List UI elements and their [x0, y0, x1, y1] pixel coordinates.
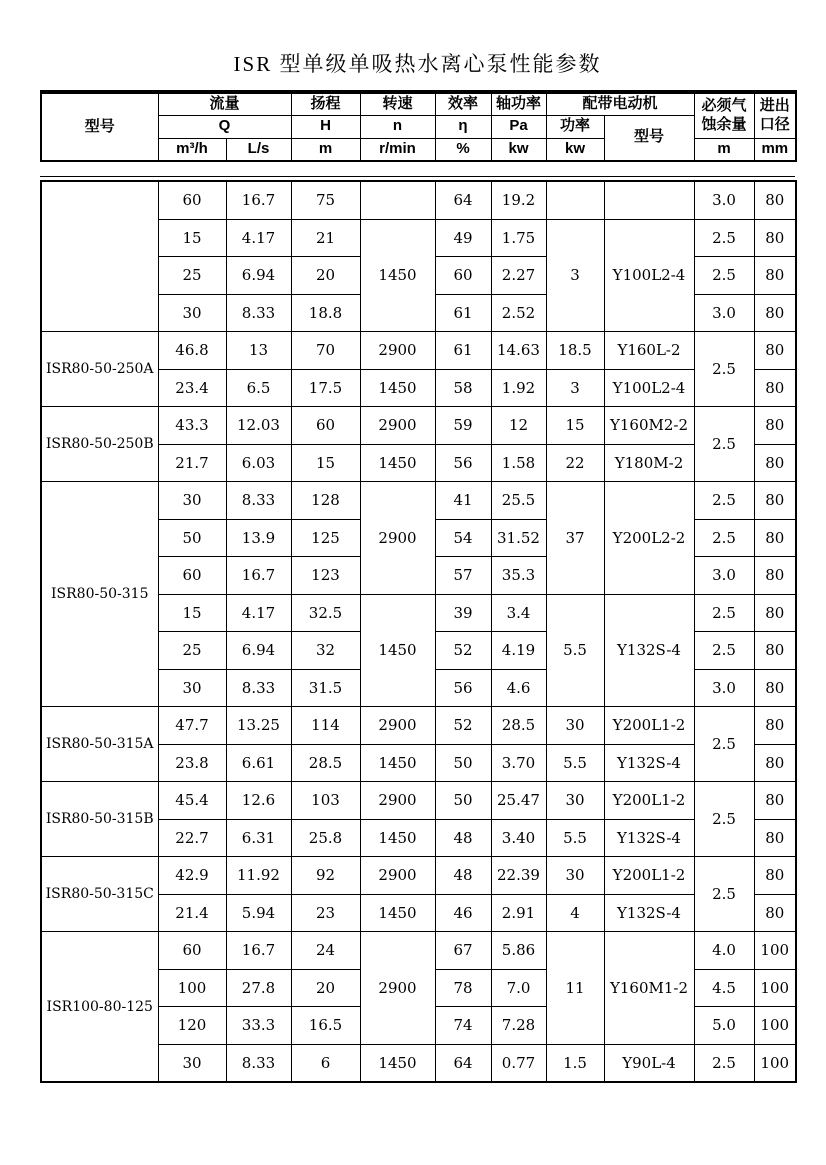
- value-cell: 60: [158, 181, 226, 219]
- value-cell: 30: [158, 482, 226, 520]
- value-cell: 80: [754, 632, 796, 670]
- value-cell: 41: [435, 482, 491, 520]
- value-cell: Y200L1-2: [604, 707, 694, 745]
- value-cell: 3.0: [694, 294, 754, 332]
- value-cell: 16.7: [226, 181, 291, 219]
- value-cell: Y100L2-4: [604, 219, 694, 332]
- value-cell: 49: [435, 219, 491, 257]
- table-body-block: [40, 176, 795, 1083]
- unit-npsh-m: m: [694, 138, 754, 161]
- unit-m: m: [291, 138, 360, 161]
- value-cell: 33.3: [226, 1007, 291, 1045]
- value-cell: 23.8: [158, 744, 226, 782]
- value-cell: 32: [291, 632, 360, 670]
- pump-model-cell: [41, 181, 158, 332]
- value-cell: 1450: [360, 444, 435, 482]
- value-cell: 15: [291, 444, 360, 482]
- value-cell: 61: [435, 332, 491, 370]
- npsh-label-line1: 必须气: [701, 97, 747, 114]
- value-cell: 80: [754, 519, 796, 557]
- value-cell: 125: [291, 519, 360, 557]
- value-cell: 80: [754, 782, 796, 820]
- value-cell: 1450: [360, 369, 435, 407]
- value-cell: 60: [158, 557, 226, 595]
- value-cell: 80: [754, 857, 796, 895]
- symbol-eta: η: [435, 115, 491, 138]
- value-cell: 39: [435, 594, 491, 632]
- value-cell: 80: [754, 557, 796, 595]
- table-row: [41, 332, 796, 370]
- value-cell: Y132S-4: [604, 744, 694, 782]
- value-cell: 3.0: [694, 669, 754, 707]
- col-header-npsh: [694, 92, 754, 138]
- value-cell: 25.47: [491, 782, 546, 820]
- value-cell: 5.5: [546, 744, 604, 782]
- value-cell: 80: [754, 219, 796, 257]
- value-cell: 7.28: [491, 1007, 546, 1045]
- value-cell: 4.0: [694, 932, 754, 970]
- value-cell: 0.77: [491, 1044, 546, 1082]
- value-cell: 18.8: [291, 294, 360, 332]
- value-cell: Y200L2-2: [604, 482, 694, 595]
- value-cell: Y132S-4: [604, 819, 694, 857]
- value-cell: 48: [435, 819, 491, 857]
- value-cell: 30: [158, 669, 226, 707]
- value-cell: [360, 181, 435, 219]
- table-row: [41, 181, 796, 219]
- value-cell: 46.8: [158, 332, 226, 370]
- col-header-flow: 流量: [158, 92, 291, 115]
- table-row: [41, 932, 796, 970]
- table-row: [41, 782, 796, 820]
- value-cell: 60: [158, 932, 226, 970]
- value-cell: 70: [291, 332, 360, 370]
- pump-model-cell: ISR80-50-315A: [41, 707, 158, 782]
- value-cell: 2.5: [694, 332, 754, 407]
- value-cell: 120: [158, 1007, 226, 1045]
- value-cell: 30: [546, 782, 604, 820]
- value-cell: 43.3: [158, 407, 226, 445]
- value-cell: Y132S-4: [604, 894, 694, 932]
- symbol-q: Q: [158, 115, 291, 138]
- value-cell: 3.70: [491, 744, 546, 782]
- value-cell: 2900: [360, 407, 435, 445]
- value-cell: 64: [435, 181, 491, 219]
- value-cell: Y90L-4: [604, 1044, 694, 1082]
- value-cell: 128: [291, 482, 360, 520]
- value-cell: 100: [754, 1044, 796, 1082]
- value-cell: 4.6: [491, 669, 546, 707]
- value-cell: 25.5: [491, 482, 546, 520]
- value-cell: 12: [491, 407, 546, 445]
- value-cell: 14.63: [491, 332, 546, 370]
- pump-model-cell: ISR80-50-250A: [41, 332, 158, 407]
- value-cell: 8.33: [226, 669, 291, 707]
- value-cell: Y200L1-2: [604, 857, 694, 895]
- value-cell: 56: [435, 669, 491, 707]
- value-cell: 78: [435, 969, 491, 1007]
- value-cell: 2900: [360, 857, 435, 895]
- value-cell: 13.25: [226, 707, 291, 745]
- value-cell: 80: [754, 444, 796, 482]
- value-cell: 92: [291, 857, 360, 895]
- value-cell: 6.5: [226, 369, 291, 407]
- value-cell: 25: [158, 632, 226, 670]
- value-cell: 1450: [360, 594, 435, 707]
- value-cell: 6.94: [226, 257, 291, 295]
- value-cell: 52: [435, 707, 491, 745]
- value-cell: 23.4: [158, 369, 226, 407]
- value-cell: 1450: [360, 219, 435, 332]
- table-row: [41, 707, 796, 745]
- value-cell: 4: [546, 894, 604, 932]
- unit-m3h: m³/h: [158, 138, 226, 161]
- value-cell: 103: [291, 782, 360, 820]
- value-cell: 20: [291, 969, 360, 1007]
- value-cell: 2.27: [491, 257, 546, 295]
- value-cell: 80: [754, 744, 796, 782]
- symbol-h: H: [291, 115, 360, 138]
- col-header-motor-group: 配带电动机: [546, 92, 694, 115]
- value-cell: 2.5: [694, 707, 754, 782]
- value-cell: 80: [754, 894, 796, 932]
- col-header-motor-power: 功率: [546, 115, 604, 138]
- value-cell: 3.40: [491, 819, 546, 857]
- value-cell: 59: [435, 407, 491, 445]
- symbol-n: n: [360, 115, 435, 138]
- header-table: [40, 90, 797, 162]
- value-cell: 1450: [360, 819, 435, 857]
- value-cell: 74: [435, 1007, 491, 1045]
- value-cell: 21.7: [158, 444, 226, 482]
- value-cell: 2.5: [694, 482, 754, 520]
- value-cell: 4.17: [226, 219, 291, 257]
- value-cell: 23: [291, 894, 360, 932]
- value-cell: 4.5: [694, 969, 754, 1007]
- value-cell: 114: [291, 707, 360, 745]
- value-cell: 3.0: [694, 557, 754, 595]
- value-cell: 24: [291, 932, 360, 970]
- unit-kw-shaft: kw: [491, 138, 546, 161]
- value-cell: 27.8: [226, 969, 291, 1007]
- value-cell: 11.92: [226, 857, 291, 895]
- value-cell: 2900: [360, 932, 435, 1045]
- pump-model-cell: ISR80-50-315C: [41, 857, 158, 932]
- value-cell: 5.5: [546, 594, 604, 707]
- value-cell: 22.7: [158, 819, 226, 857]
- value-cell: 37: [546, 482, 604, 595]
- col-header-motor-model: 型号: [604, 115, 694, 161]
- value-cell: 28.5: [291, 744, 360, 782]
- value-cell: 2.52: [491, 294, 546, 332]
- value-cell: 30: [158, 294, 226, 332]
- value-cell: Y160M2-2: [604, 407, 694, 445]
- value-cell: 31.5: [291, 669, 360, 707]
- value-cell: 4.19: [491, 632, 546, 670]
- value-cell: 1.75: [491, 219, 546, 257]
- value-cell: 20: [291, 257, 360, 295]
- value-cell: 2.5: [694, 1044, 754, 1082]
- value-cell: 100: [754, 932, 796, 970]
- value-cell: 80: [754, 407, 796, 445]
- value-cell: 5.0: [694, 1007, 754, 1045]
- value-cell: 12.03: [226, 407, 291, 445]
- value-cell: 1.58: [491, 444, 546, 482]
- value-cell: 21.4: [158, 894, 226, 932]
- col-header-shaft-power: 轴功率: [491, 92, 546, 115]
- unit-port-mm: mm: [754, 138, 796, 161]
- value-cell: Y160L-2: [604, 332, 694, 370]
- value-cell: 2900: [360, 482, 435, 595]
- value-cell: 46: [435, 894, 491, 932]
- value-cell: 58: [435, 369, 491, 407]
- value-cell: 31.52: [491, 519, 546, 557]
- port-label-line2: 口径: [759, 115, 790, 133]
- value-cell: 7.0: [491, 969, 546, 1007]
- value-cell: 25.8: [291, 819, 360, 857]
- value-cell: 1450: [360, 744, 435, 782]
- value-cell: 22.39: [491, 857, 546, 895]
- value-cell: 2.5: [694, 594, 754, 632]
- value-cell: 50: [435, 782, 491, 820]
- value-cell: 30: [158, 1044, 226, 1082]
- value-cell: 16.7: [226, 557, 291, 595]
- value-cell: 50: [158, 519, 226, 557]
- value-cell: 67: [435, 932, 491, 970]
- value-cell: 80: [754, 482, 796, 520]
- value-cell: 47.7: [158, 707, 226, 745]
- value-cell: 15: [158, 594, 226, 632]
- value-cell: 8.33: [226, 482, 291, 520]
- value-cell: 6.31: [226, 819, 291, 857]
- value-cell: 80: [754, 257, 796, 295]
- value-cell: 28.5: [491, 707, 546, 745]
- page-title: ISR 型单级单吸热水离心泵性能参数: [233, 52, 602, 76]
- value-cell: 61: [435, 294, 491, 332]
- value-cell: 80: [754, 707, 796, 745]
- symbol-pa: Pa: [491, 115, 546, 138]
- col-header-head: 扬程: [291, 92, 360, 115]
- col-header-speed: 转速: [360, 92, 435, 115]
- value-cell: 19.2: [491, 181, 546, 219]
- pump-model-cell: ISR80-50-250B: [41, 407, 158, 482]
- unit-kw-motor: kw: [546, 138, 604, 161]
- value-cell: 50: [435, 744, 491, 782]
- table-header-block: [40, 90, 797, 162]
- value-cell: 8.33: [226, 1044, 291, 1082]
- value-cell: 21: [291, 219, 360, 257]
- value-cell: 5.94: [226, 894, 291, 932]
- value-cell: 2.5: [694, 857, 754, 932]
- value-cell: 4.17: [226, 594, 291, 632]
- value-cell: 3.4: [491, 594, 546, 632]
- value-cell: 5.5: [546, 819, 604, 857]
- value-cell: 30: [546, 857, 604, 895]
- value-cell: 6: [291, 1044, 360, 1082]
- value-cell: 1.5: [546, 1044, 604, 1082]
- value-cell: 12.6: [226, 782, 291, 820]
- npsh-label-line2: 蚀余量: [701, 115, 747, 133]
- value-cell: 100: [754, 969, 796, 1007]
- value-cell: Y180M-2: [604, 444, 694, 482]
- value-cell: 2900: [360, 332, 435, 370]
- value-cell: 5.86: [491, 932, 546, 970]
- value-cell: [604, 181, 694, 219]
- value-cell: 2.5: [694, 407, 754, 482]
- value-cell: 2.5: [694, 632, 754, 670]
- value-cell: 35.3: [491, 557, 546, 595]
- value-cell: Y132S-4: [604, 594, 694, 707]
- value-cell: 2900: [360, 707, 435, 745]
- unit-ls: L/s: [226, 138, 291, 161]
- value-cell: 32.5: [291, 594, 360, 632]
- port-label-line1: 进出: [759, 97, 790, 114]
- value-cell: 56: [435, 444, 491, 482]
- value-cell: 57: [435, 557, 491, 595]
- value-cell: 15: [158, 219, 226, 257]
- table-row: [41, 482, 796, 520]
- value-cell: 52: [435, 632, 491, 670]
- value-cell: Y200L1-2: [604, 782, 694, 820]
- value-cell: 6.61: [226, 744, 291, 782]
- header-row-1: [41, 92, 796, 115]
- value-cell: 2.91: [491, 894, 546, 932]
- value-cell: 45.4: [158, 782, 226, 820]
- value-cell: 80: [754, 594, 796, 632]
- col-header-pump-model: 型号: [41, 92, 158, 161]
- value-cell: 3: [546, 369, 604, 407]
- value-cell: 75: [291, 181, 360, 219]
- value-cell: 11: [546, 932, 604, 1045]
- value-cell: 2.5: [694, 257, 754, 295]
- value-cell: 30: [546, 707, 604, 745]
- value-cell: 2900: [360, 782, 435, 820]
- value-cell: 13: [226, 332, 291, 370]
- pump-model-cell: ISR80-50-315B: [41, 782, 158, 857]
- value-cell: Y100L2-4: [604, 369, 694, 407]
- value-cell: 100: [158, 969, 226, 1007]
- value-cell: 8.33: [226, 294, 291, 332]
- value-cell: 123: [291, 557, 360, 595]
- value-cell: 17.5: [291, 369, 360, 407]
- pump-model-cell: ISR100-80-125: [41, 932, 158, 1083]
- value-cell: 3: [546, 219, 604, 332]
- value-cell: 2.5: [694, 782, 754, 857]
- value-cell: 16.7: [226, 932, 291, 970]
- value-cell: 3.0: [694, 181, 754, 219]
- value-cell: 100: [754, 1007, 796, 1045]
- value-cell: 80: [754, 181, 796, 219]
- table-row: [41, 407, 796, 445]
- value-cell: 2.5: [694, 219, 754, 257]
- value-cell: 13.9: [226, 519, 291, 557]
- value-cell: 18.5: [546, 332, 604, 370]
- value-cell: 54: [435, 519, 491, 557]
- col-header-port: [754, 92, 796, 138]
- value-cell: 22: [546, 444, 604, 482]
- value-cell: 15: [546, 407, 604, 445]
- value-cell: 48: [435, 857, 491, 895]
- unit-percent: %: [435, 138, 491, 161]
- value-cell: 60: [291, 407, 360, 445]
- col-header-efficiency: 效率: [435, 92, 491, 115]
- value-cell: 6.94: [226, 632, 291, 670]
- value-cell: Y160M1-2: [604, 932, 694, 1045]
- value-cell: 80: [754, 669, 796, 707]
- value-cell: 1.92: [491, 369, 546, 407]
- value-cell: 6.03: [226, 444, 291, 482]
- value-cell: [546, 181, 604, 219]
- pump-model-cell: ISR80-50-315: [41, 482, 158, 707]
- table-row: [41, 857, 796, 895]
- value-cell: 16.5: [291, 1007, 360, 1045]
- value-cell: 60: [435, 257, 491, 295]
- value-cell: 64: [435, 1044, 491, 1082]
- value-cell: 80: [754, 819, 796, 857]
- value-cell: 80: [754, 332, 796, 370]
- value-cell: 80: [754, 294, 796, 332]
- unit-rmin: r/min: [360, 138, 435, 161]
- pump-table-body: [41, 181, 796, 1082]
- value-cell: 2.5: [694, 519, 754, 557]
- value-cell: 1450: [360, 1044, 435, 1082]
- performance-table: [40, 180, 797, 1083]
- value-cell: 42.9: [158, 857, 226, 895]
- value-cell: 25: [158, 257, 226, 295]
- value-cell: 1450: [360, 894, 435, 932]
- value-cell: 80: [754, 369, 796, 407]
